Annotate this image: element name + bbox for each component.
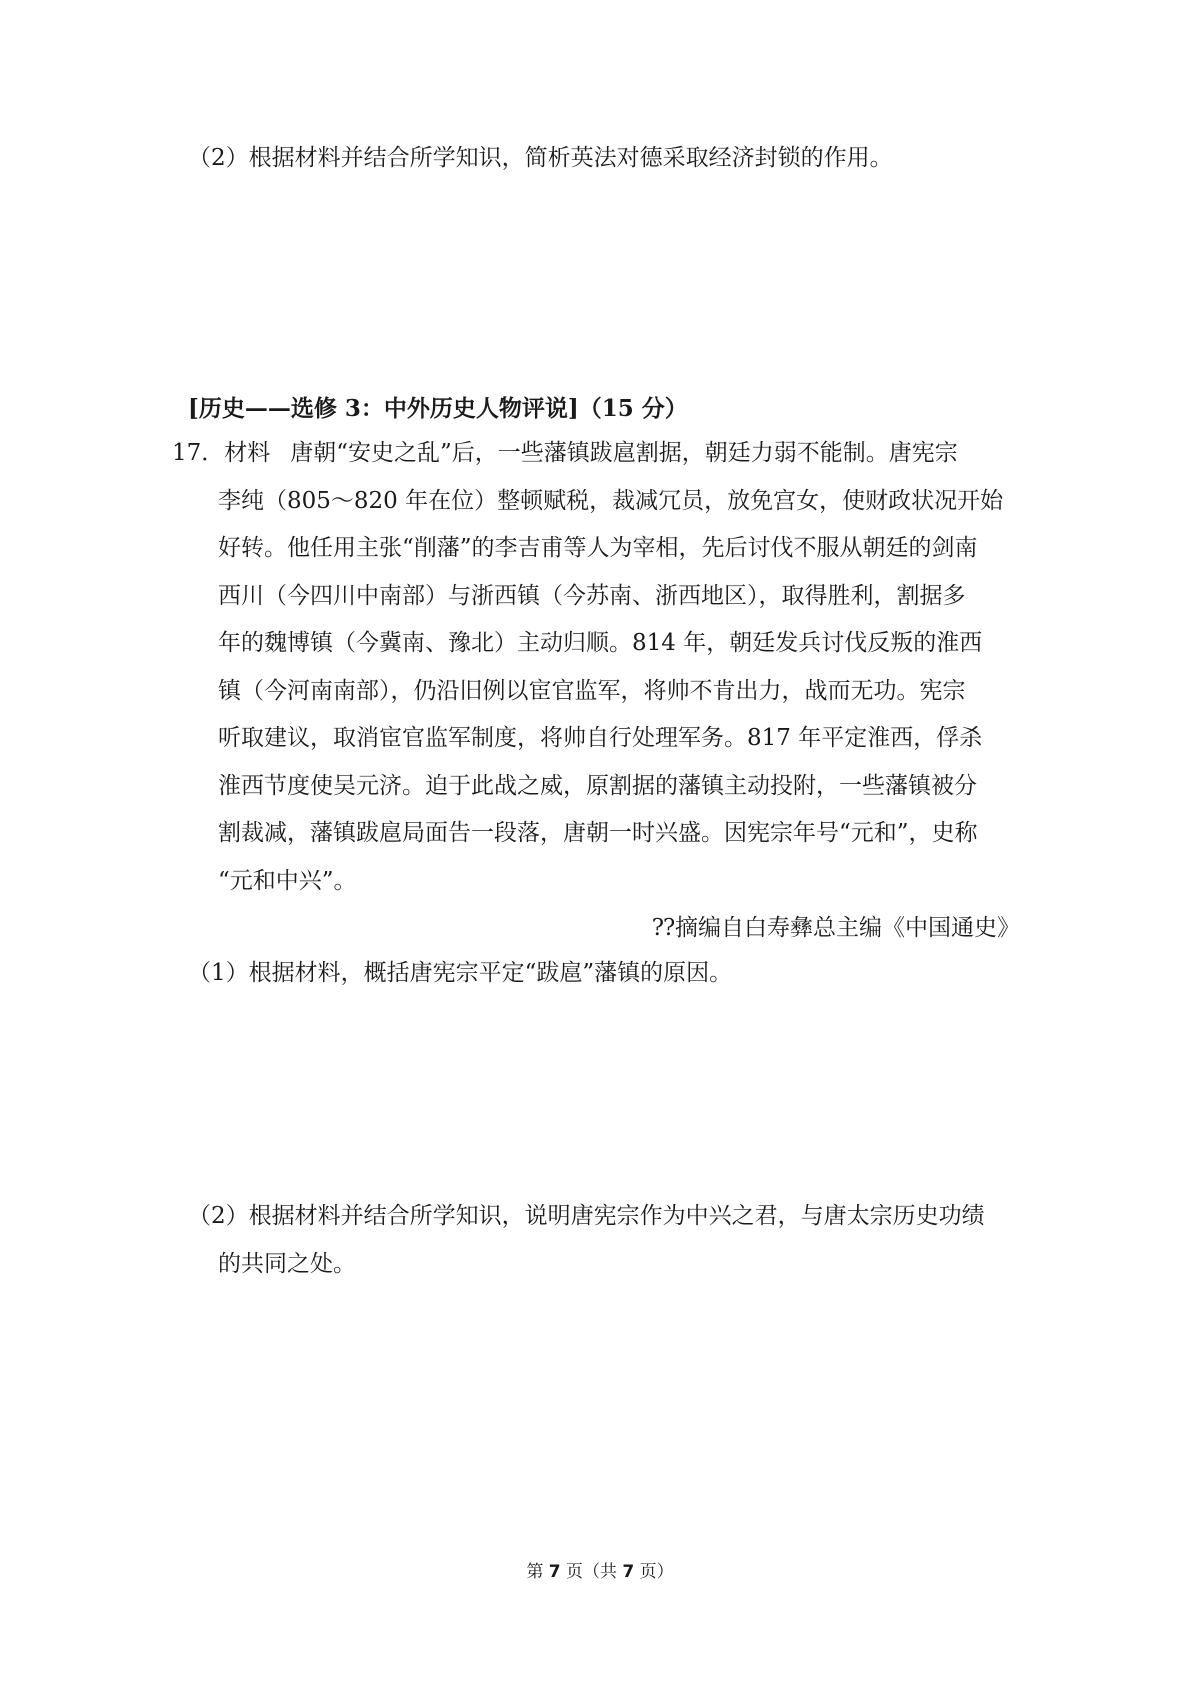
footer-page-number: 7	[548, 1562, 561, 1582]
footer-suffix: 页）	[639, 1562, 674, 1582]
material-line-5: 年的魏博镇（今冀南、豫北）主动归顺。814 年，朝廷发兵讨伐反叛的淮西	[218, 630, 983, 656]
material-label: 材料	[224, 440, 271, 466]
material-line-3: 好转。他任用主张“削藩”的李吉甫等人为宰相，先后讨伐不服从朝廷的剑南	[218, 535, 978, 561]
material-line-9: 割裁减，藩镇跋扈局面告一段落，唐朝一时兴盛。因宪宗年号“元和”，史称	[218, 820, 978, 846]
material-line-4: 西川（今四川中南部）与浙西镇（今苏南、浙西地区），取得胜利，割据多	[218, 583, 966, 609]
question-17-part2-line1: （2）根据材料并结合所学知识，说明唐宪宗作为中兴之君，与唐太宗历史功绩	[188, 1203, 985, 1229]
material-line-10: “元和中兴”。	[218, 868, 357, 894]
question-number: 17．	[172, 440, 225, 466]
section-heading: [历史——选修 3：中外历史人物评说]（15 分）	[188, 395, 688, 422]
footer-prefix: 第	[526, 1562, 544, 1582]
question-17-first-line	[172, 437, 958, 469]
question-17-part1: （1）根据材料，概括唐宪宗平定“跋扈”藩镇的原因。	[188, 960, 733, 986]
footer-middle: 页（共	[566, 1562, 617, 1582]
page-footer	[0, 1560, 1200, 1584]
material-source: ⁇摘编自白寿彝总主编《中国通史》	[652, 915, 1020, 941]
material-line-7: 听取建议，取消宦官监军制度，将帅自行处理军务。817 年平定淮西，俘杀	[218, 725, 983, 751]
material-line-6: 镇（今河南南部），仍沿旧例以宦官监军，将帅不肯出力，战而无功。宪宗	[218, 678, 966, 704]
material-line-8: 淮西节度使吴元济。迫于此战之威，原割据的藩镇主动投附，一些藩镇被分	[218, 773, 977, 799]
material-line-2: 李纯（805～820 年在位）整顿赋税，裁减冗员，放免宫女，使财政状况开始	[218, 488, 1004, 514]
footer-total-pages: 7	[622, 1562, 635, 1582]
question-17-part2-line2: 的共同之处。	[218, 1251, 356, 1277]
material-line-1: 唐朝“安史之乱”后，一些藩镇跋扈割据，朝廷力弱不能制。唐宪宗	[290, 440, 958, 466]
prev-question-part2: （2）根据材料并结合所学知识，简析英法对德采取经济封锁的作用。	[188, 145, 893, 171]
